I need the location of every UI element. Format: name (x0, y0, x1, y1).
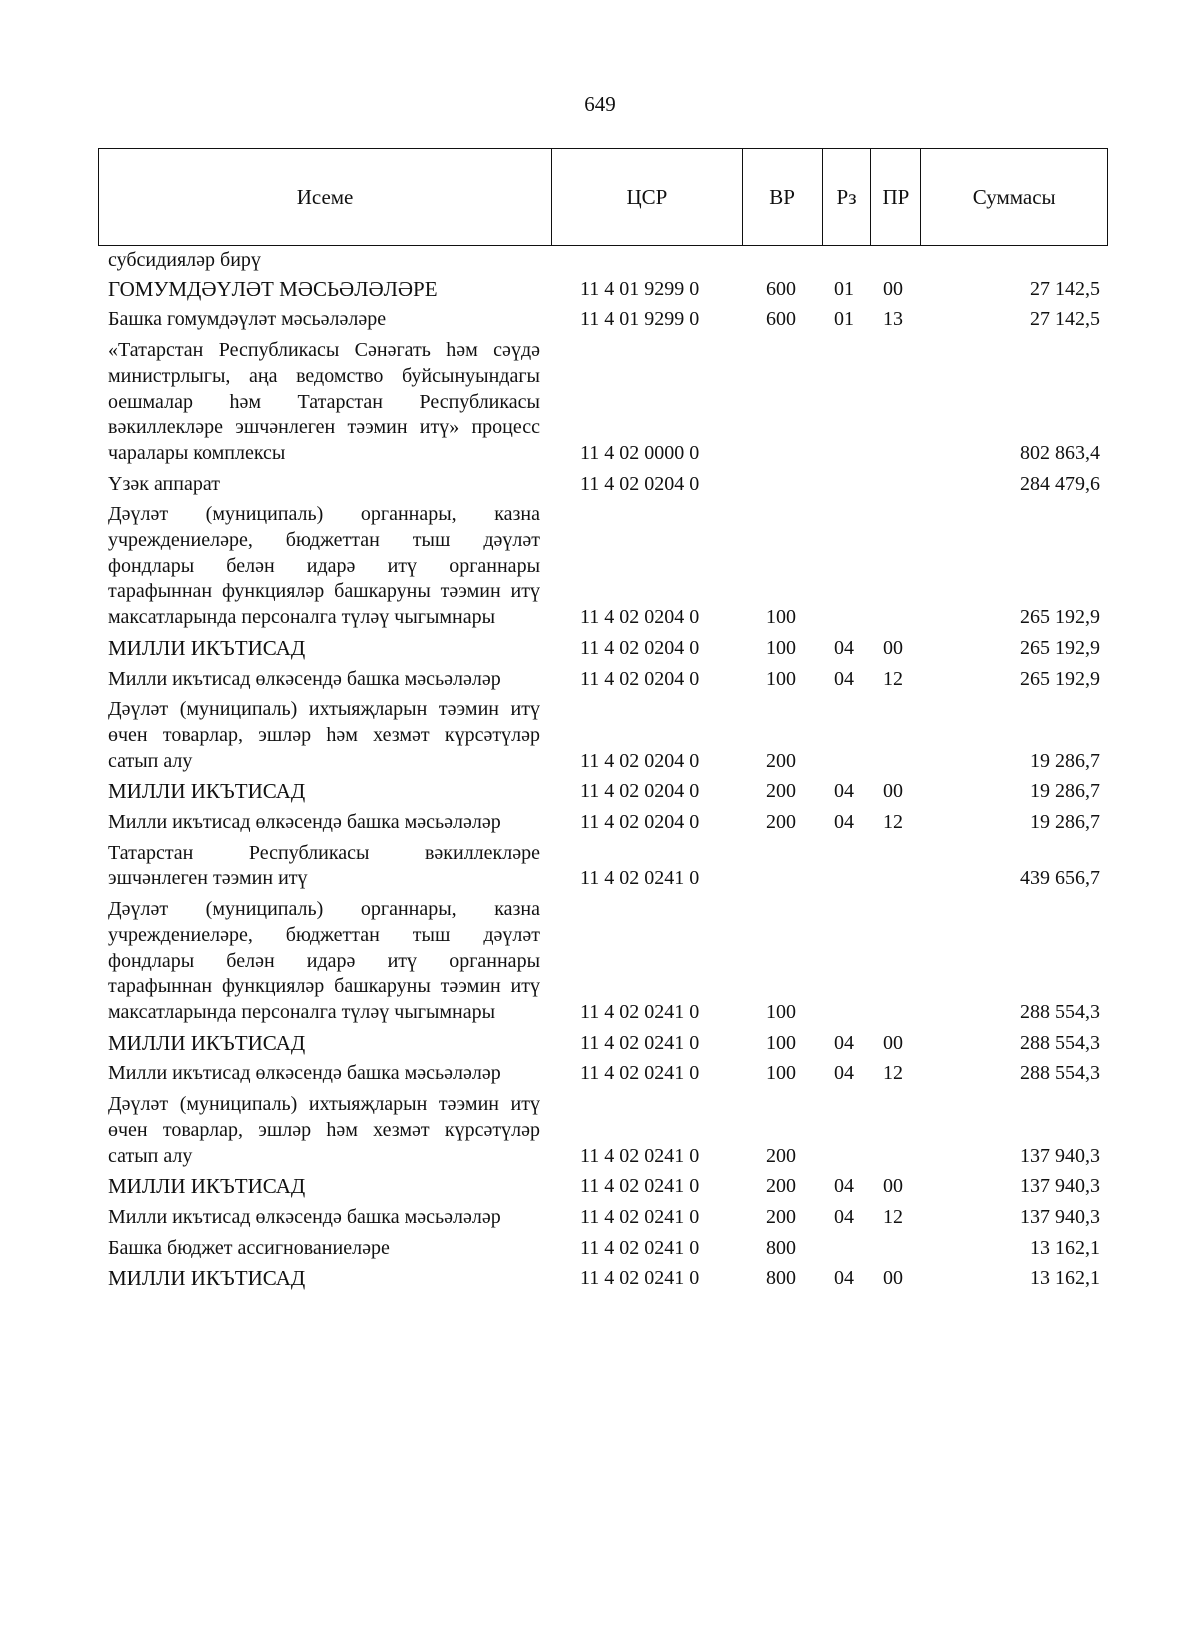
row-sum: 288 554,3 (1020, 1000, 1100, 1023)
row-vr: 100 (766, 1062, 796, 1085)
row-sum: 19 286,7 (1030, 749, 1100, 772)
row-name: МИЛЛИ ИКЪТИСАД (108, 1030, 306, 1055)
row-name: Дәүләт (муниципаль) ихтыяҗларын тәэмин итү өчен товарлар, эшләр һәм хезмәт күрсәтүләр сатып алу (108, 698, 540, 772)
table-row (98, 810, 1108, 836)
row-pr: 00 (883, 780, 903, 803)
row-csr: 11 4 02 0241 0 (580, 1000, 700, 1023)
row-name: Татарстан Республикасы вәкиллекләре эшчәнлеген тәэмин итү (108, 841, 540, 890)
table-row (98, 667, 1108, 693)
row-vr: 600 (766, 308, 796, 331)
row-pr: 12 (883, 1205, 903, 1228)
row-sum: 19 286,7 (1030, 811, 1100, 834)
row-name: Башка гомумдәүләт мәсьәләләре (108, 308, 387, 331)
row-csr: 11 4 01 9299 0 (580, 277, 700, 300)
row-pr: 00 (883, 1175, 903, 1198)
row-pr: 00 (883, 1267, 903, 1290)
row-sum: 288 554,3 (1020, 1031, 1100, 1054)
row-rz: 04 (834, 780, 854, 803)
row-csr: 11 4 02 0000 0 (580, 441, 700, 464)
row-rz: 04 (834, 1267, 854, 1290)
table-row (98, 277, 1108, 303)
row-csr: 11 4 02 0204 0 (580, 749, 700, 772)
row-csr: 11 4 02 0204 0 (580, 667, 700, 690)
row-pr: 13 (883, 308, 903, 331)
row-csr: 11 4 01 9299 0 (580, 308, 700, 331)
header-sum: Суммасы (972, 184, 1056, 209)
table-row (98, 472, 1108, 498)
row-name: МИЛЛИ ИКЪТИСАД (108, 1174, 306, 1199)
row-pr: 00 (883, 277, 903, 300)
row-vr: 800 (766, 1236, 796, 1259)
header-name: Исеме (99, 149, 552, 245)
table-row (98, 1236, 1108, 1262)
row-vr: 100 (766, 606, 796, 629)
row-sum: 137 940,3 (1020, 1144, 1100, 1167)
row-name: субсидияләр бирү (108, 249, 261, 271)
row-sum: 137 940,3 (1020, 1205, 1100, 1228)
table-row (98, 697, 1108, 774)
row-csr: 11 4 02 0204 0 (580, 780, 700, 803)
header-rz: Рз (823, 149, 872, 245)
row-sum: 288 554,3 (1020, 1062, 1100, 1085)
row-name: Дәүләт (муниципаль) органнары, казна учреждениеләре, бюджеттан тыш дәүләт фондлары белән идарә итү органнары тарафыннан функцияләр башкаруны тәэмин итү максатларында персоналга түләү чыгымнары (108, 503, 540, 629)
row-name: Милли икътисад өлкәсендә башка мәсьәләләр (108, 1062, 501, 1085)
row-sum: 19 286,7 (1030, 780, 1100, 803)
row-rz: 04 (834, 811, 854, 834)
table-body (98, 248, 1108, 1297)
row-pr: 12 (883, 811, 903, 834)
row-csr: 11 4 02 0241 0 (580, 1205, 700, 1228)
row-sum: 265 192,9 (1020, 667, 1100, 690)
row-rz: 04 (834, 1031, 854, 1054)
row-csr: 11 4 02 0241 0 (580, 1175, 700, 1198)
header-vr: ВР (743, 149, 823, 245)
header-pr: ПР (871, 149, 921, 245)
row-vr: 200 (766, 749, 796, 772)
row-name: МИЛЛИ ИКЪТИСАД (108, 779, 306, 804)
row-sum: 13 162,1 (1030, 1267, 1100, 1290)
row-sum: 137 940,3 (1020, 1175, 1100, 1198)
row-csr: 11 4 02 0204 0 (580, 636, 700, 659)
row-csr: 11 4 02 0204 0 (580, 606, 700, 629)
row-csr: 11 4 02 0241 0 (580, 1236, 700, 1259)
row-pr: 00 (883, 636, 903, 659)
row-sum: 265 192,9 (1020, 636, 1100, 659)
row-sum: 439 656,7 (1020, 867, 1100, 890)
row-csr: 11 4 02 0204 0 (580, 472, 700, 495)
row-rz: 01 (834, 308, 854, 331)
row-vr: 100 (766, 667, 796, 690)
row-name: Дәүләт (муниципаль) органнары, казна учреждениеләре, бюджеттан тыш дәүләт фондлары белән идарә итү органнары тарафыннан функцияләр башкаруны тәэмин итү максатларында персоналга түләү чыгымнары (108, 898, 540, 1023)
row-vr: 200 (766, 1144, 796, 1167)
row-name: Башка бюджет ассигнованиеләре (108, 1236, 390, 1259)
row-vr: 200 (766, 1205, 796, 1228)
table-row (98, 636, 1108, 662)
row-csr: 11 4 02 0204 0 (580, 811, 700, 834)
row-sum: 284 479,6 (1020, 472, 1100, 495)
row-name: Дәүләт (муниципаль) ихтыяҗларын тәэмин итү өчен товарлар, эшләр һәм хезмәт күрсәтүләр сатып алу (108, 1093, 540, 1167)
row-vr: 600 (766, 277, 796, 300)
row-name: Милли икътисад өлкәсендә башка мәсьәләләр (108, 1205, 501, 1228)
row-name: ГОМУМДӘҮЛӘТ МӘСЬӘЛӘЛӘРЕ (108, 276, 438, 301)
row-vr: 800 (766, 1267, 796, 1290)
row-sum: 27 142,5 (1030, 308, 1100, 331)
row-csr: 11 4 02 0241 0 (580, 867, 700, 890)
row-sum: 27 142,5 (1030, 277, 1100, 300)
row-csr: 11 4 02 0241 0 (580, 1144, 700, 1167)
row-name: Милли икътисад өлкәсендә башка мәсьәләләр (108, 811, 501, 834)
row-sum: 802 863,4 (1020, 441, 1100, 464)
row-csr: 11 4 02 0241 0 (580, 1062, 700, 1085)
table-row (98, 502, 1108, 631)
row-name: «Татарстан Республикасы Сәнәгать һәм сәүдә министрлыгы, аңа ведомство буйсынуындагы оешмалар һәм Татарстан Республикасы вәкиллекләре эшчәнлеген тәэмин итү» процесс чаралары комплексы (108, 339, 540, 464)
row-vr: 100 (766, 1031, 796, 1054)
row-vr: 100 (766, 1000, 796, 1023)
header-csr: ЦСР (552, 149, 743, 245)
row-rz: 04 (834, 636, 854, 659)
row-rz: 04 (834, 1062, 854, 1085)
row-sum: 265 192,9 (1020, 606, 1100, 629)
row-sum: 13 162,1 (1030, 1236, 1100, 1259)
page-number: 649 (584, 92, 616, 116)
table-row (98, 779, 1108, 805)
row-pr: 12 (883, 1062, 903, 1085)
row-name: Үзәк аппарат (108, 472, 220, 495)
row-rz: 04 (834, 1205, 854, 1228)
row-vr: 100 (766, 636, 796, 659)
row-name: Милли икътисад өлкәсендә башка мәсьәләләр (108, 667, 501, 690)
row-rz: 04 (834, 667, 854, 690)
table-header (98, 148, 1108, 246)
table-row (98, 841, 1108, 892)
row-pr: 00 (883, 1031, 903, 1054)
table-row (98, 1205, 1108, 1231)
table-row (98, 1092, 1108, 1169)
row-csr: 11 4 02 0241 0 (580, 1267, 700, 1290)
row-csr: 11 4 02 0241 0 (580, 1031, 700, 1054)
row-vr: 200 (766, 1175, 796, 1198)
row-name: МИЛЛИ ИКЪТИСАД (108, 1266, 306, 1291)
table-row (98, 338, 1108, 467)
table-row (98, 1061, 1108, 1087)
table-row (98, 307, 1108, 333)
row-rz: 01 (834, 277, 854, 300)
table-row (98, 897, 1108, 1026)
row-rz: 04 (834, 1175, 854, 1198)
row-vr: 200 (766, 780, 796, 803)
row-name: МИЛЛИ ИКЪТИСАД (108, 635, 306, 660)
table-row (98, 1031, 1108, 1057)
row-vr: 200 (766, 811, 796, 834)
table-row (98, 1174, 1108, 1200)
row-pr: 12 (883, 667, 903, 690)
table-row (98, 1266, 1108, 1292)
table-row (98, 248, 1108, 274)
